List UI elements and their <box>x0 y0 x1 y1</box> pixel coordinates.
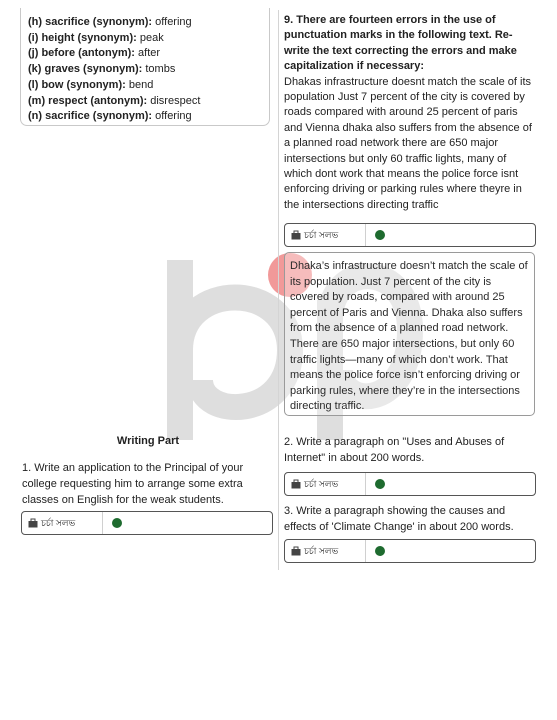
status-dot-icon <box>375 546 385 556</box>
vocab-term: (h) sacrifice (synonym): <box>28 16 153 28</box>
vocab-value: after <box>138 47 161 60</box>
vocab-term: (l) bow (synonym): <box>28 78 126 91</box>
column-divider <box>278 10 279 570</box>
question-9-text: Dhakas infrastructure doesnt match the scale of its population Just 7 percent of the city is covered by roads compared with around 25 percent of paris and Vienna dhaka also suffers from the absence of a planned road network there are 650 major intersections but only 60 traffic lights, many of which dont work that means the police force isnt enforcing driving or parking rules where theyre in the intersections directing traffic <box>284 75 532 211</box>
briefcase-icon <box>291 546 301 556</box>
vocab-value: offering <box>155 16 192 28</box>
briefcase-icon <box>291 479 301 489</box>
section-heading: Writing Part <box>116 435 180 447</box>
vocab-item <box>28 31 164 45</box>
status-dot-icon <box>375 230 385 240</box>
question-9-answer: Dhaka’s infrastructure doesn’t match the scale of its population. Just 7 percent of the city is covered by roads, compared with around 25 percent of Paris and Vienna. Dhaka also suffers from the absence of a planned road network. There are 650 major intersections, but only 60 traffic lights—many of which don’t work. That means the police force isn’t enforcing driving or parking rules, where they’re in the intersections directing traffic. <box>290 260 528 413</box>
vocab-item <box>28 46 160 60</box>
practice-solve-bar[interactable] <box>21 511 273 535</box>
writing-question-3: 3. Write a paragraph showing the causes and effects of 'Climate Change' in about 200 words. <box>284 505 514 533</box>
vocab-term: (i) height (synonym): <box>28 31 137 44</box>
briefcase-icon <box>28 518 38 528</box>
vocab-term: (n) sacrifice (synonym): <box>28 110 153 123</box>
briefcase-icon <box>291 230 301 240</box>
status-dot-icon <box>375 479 385 489</box>
vocab-item <box>28 78 153 92</box>
practice-solve-bar[interactable] <box>284 539 536 563</box>
vocab-term: (j) before (antonym): <box>28 47 135 60</box>
vocab-value: peak <box>139 31 164 44</box>
vocab-value: disrespect <box>150 94 201 107</box>
practice-label: চর্চা সলভ <box>304 546 339 556</box>
vocab-value: bend <box>128 78 154 91</box>
vocab-item <box>28 62 175 76</box>
practice-label: চর্চা সলভ <box>41 518 76 528</box>
practice-label: চর্চা সলভ <box>304 230 339 240</box>
status-dot-icon <box>112 518 122 528</box>
practice-solve-bar[interactable] <box>284 223 536 247</box>
question-9 <box>284 13 536 213</box>
writing-question-2: 2. Write a paragraph on "Uses and Abuses of Internet" in about 200 words. <box>284 436 505 464</box>
vocab-value: offering <box>155 110 192 123</box>
vocab-value: tombs <box>145 63 176 76</box>
practice-solve-bar[interactable] <box>284 472 536 496</box>
vocab-item <box>28 94 200 108</box>
vocab-item <box>28 15 192 29</box>
vocab-term: (k) graves (synonym): <box>28 63 143 76</box>
practice-label: চর্চা সলভ <box>304 479 339 489</box>
vocab-term: (m) respect (antonym): <box>28 94 148 107</box>
writing-question-1: 1. Write an application to the Principal of your college requesting him to arrange some extra classes on English for the weak students. <box>22 462 244 506</box>
question-9-prompt: 9. There are fourteen errors in the use of punctuation marks in the following text. Re-write the text correcting the errors and make capitalization if necessary: <box>284 14 517 73</box>
vocab-item <box>28 109 192 123</box>
